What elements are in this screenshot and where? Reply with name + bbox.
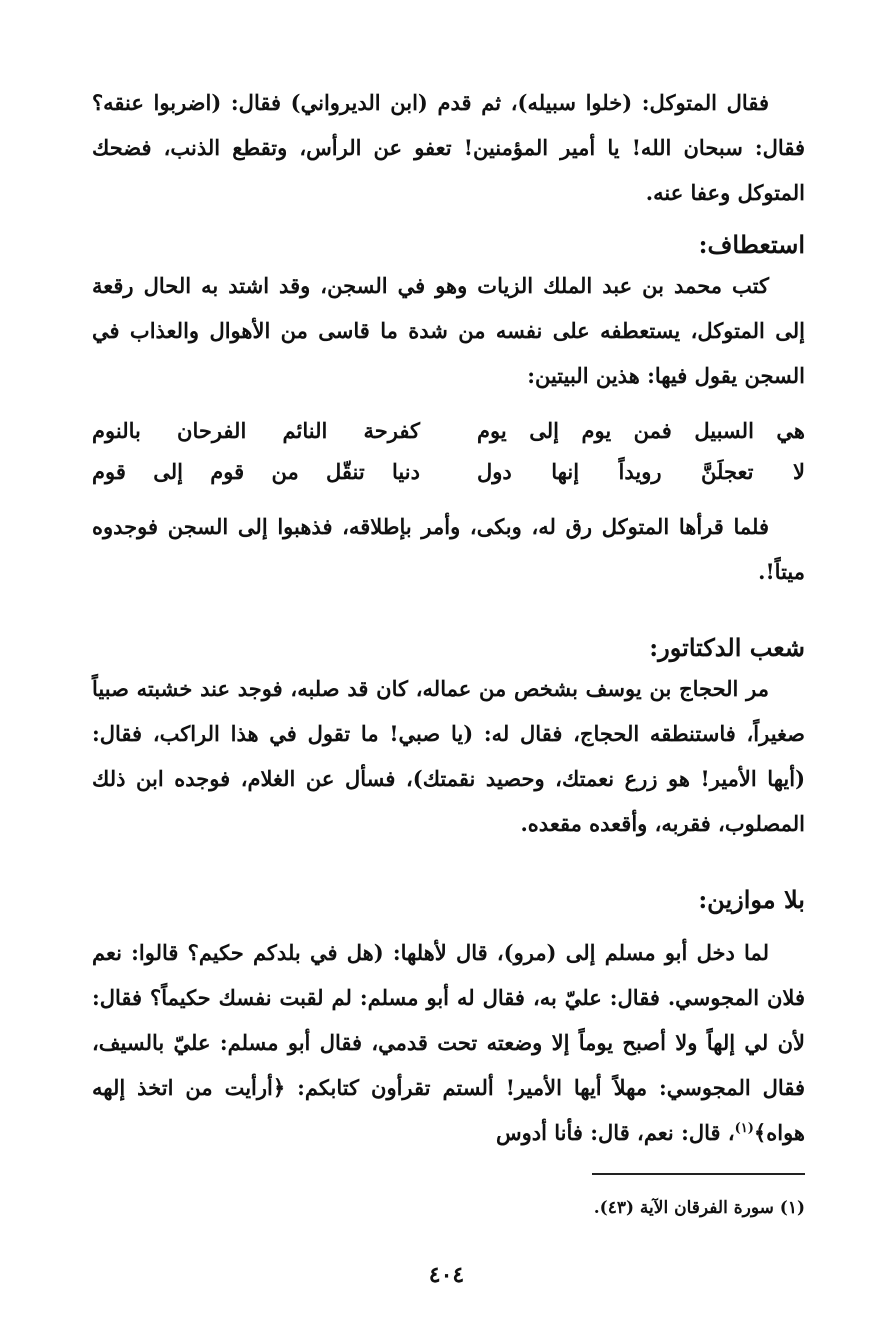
page-number: ٤٠٤ [428,1262,465,1288]
spacer [92,846,805,882]
footnote-divider [592,1173,805,1175]
abu-muslim-text-end: ، قال: نعم، قال: فأنا أدوس [496,1120,735,1145]
verse-2-second-hemistich: دنيا تنقّل من قوم إلى قوم [92,459,420,484]
spacer [92,215,805,227]
heading-istiataf: استعطاف: [698,230,805,259]
page-body [92,80,805,1155]
footnote-reference: (١) [734,1121,754,1136]
abu-muslim-text-start: لما دخل أبو مسلم إلى (مرو)، قال لأهلها: (هل في بلدكم حكيم؟ قالوا: نعم فلان المجوسي. فقال: عليّ به، فقال له أبو مسلم: لم لقبت نفسك حكيماً؟ فقال: لأن لي إلهاً ولا أصبح يوماً إلا وضعته تحت قدمي، فقال أبو مسلم: عليّ بالسيف، فقال المجوسي: مهلاً أيها الأمير! ألستم تقرأون كتابكم: [92,940,805,1100]
verse-1-second-hemistich: كفرحة النائم الفرحان بالنوم [92,418,420,443]
spacer [92,398,805,410]
spacer [92,918,805,930]
heading-without-scales: بلا موازين: [698,885,805,914]
paragraph-abu-muslim [92,930,805,1155]
spacer [92,492,805,504]
verse-1-first-hemistich: هي السبيل فمن يوم إلى يوم [477,418,805,443]
spacer [92,594,805,630]
paragraph-hajjaj: مر الحجاج بن يوسف بشخص من عماله، كان قد صلبه، فوجد عند خشبته صبياً صغيراً، فاستنطقه الحجاج، فقال له: (يا صبي! ما تقول في هذا الراكب، فقال: (أيها الأمير! هو زرع نعمتك، وحصيد نقمتك)، فسأل عن الغلام، فوجده ابن ذلك المصلوب، فقربه، وأقعده مقعده. [92,676,805,836]
poem-verse-1 [92,410,805,451]
paragraph-release: فلما قرأها المتوكل رق له، وبكى، وأمر بإطلاقه، فذهبوا إلى السجن فوجدوه ميتاً!. [92,514,805,584]
paragraph-mutawakkil-pardon: فقال المتوكل: (خلوا سبيله)، ثم قدم (ابن الديرواني) فقال: (اضربوا عنقه؟ فقال: سبحان الله! يا أمير المؤمنين! تعفو عن الرأس، وتقطع الذنب، فضحك المتوكل وعفا عنه. [92,90,805,205]
poem-block [92,410,805,492]
heading-dictator-people: شعب الدكتاتور: [649,633,805,662]
quran-verse-quote: ﴿أرأيت من اتخذ إلهه هواه﴾ [92,1075,805,1145]
paragraph-ibn-zayyat: كتب محمد بن عبد الملك الزيات وهو في السجن، وقد اشتد به الحال رقعة إلى المتوكل، يستعطفه على نفسه من شدة ما قاسى من الأهوال والعذاب في السجن يقول فيها: هذين البيتين: [92,273,805,388]
poem-verse-2 [92,451,805,492]
footnote: (١) سورة الفرقان الآية (٤٣). [593,1198,805,1218]
verse-2-first-hemistich: لا تعجلَنَّ رويداً إنها دول [477,459,805,484]
